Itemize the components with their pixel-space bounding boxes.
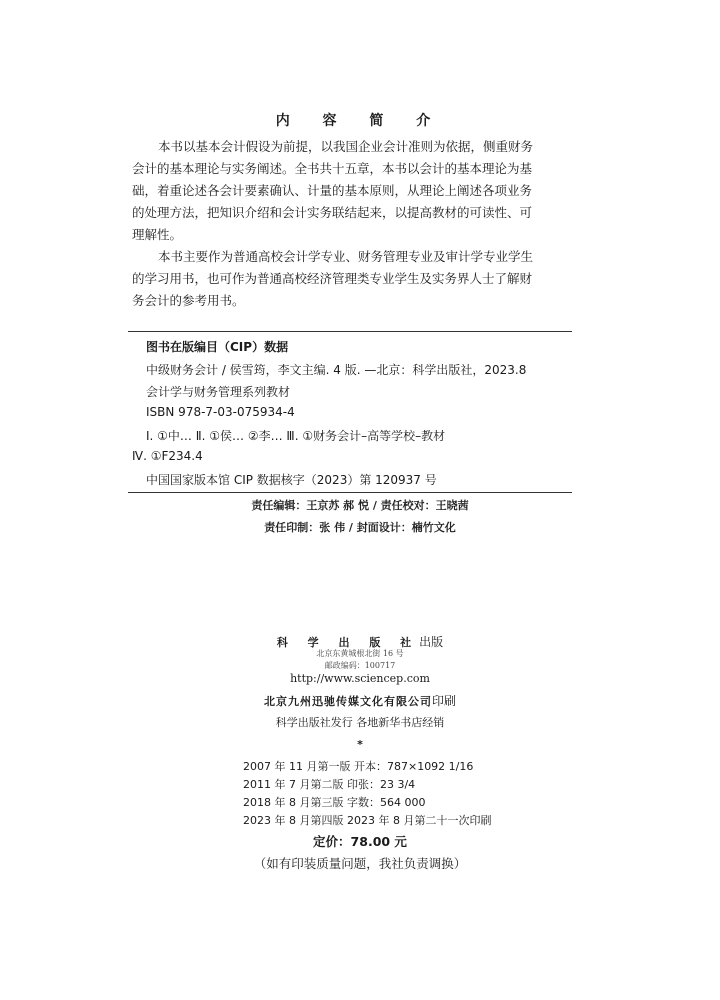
- intro-paragraph-2: [132, 246, 572, 312]
- printer-suffix: 印刷: [431, 694, 456, 708]
- print-info-line: 2007 年 11 月第一版 开本：787×1092 1/16: [243, 760, 474, 773]
- print-info-line: 2023 年 8 月第四版 2023 年 8 月第二十一次印刷: [243, 814, 492, 827]
- publisher-url: http://www.sciencep.com: [290, 672, 430, 685]
- separator-star: *: [357, 738, 363, 751]
- print-info-line: 2011 年 7 月第二版 印张：23 3/4: [243, 778, 416, 791]
- cip-line: 中国国家版本馆 CIP 数据核字（2023）第 120937 号: [146, 473, 437, 487]
- cip-line: Ⅳ. ①F234.4: [132, 449, 203, 463]
- cip-bottom-rule: [128, 492, 572, 493]
- intro-line: 本书主要作为普通高校会计学专业、财务管理专业及审计学专业学生: [158, 249, 534, 264]
- printer-name: 北京九州迅驰传媒文化有限公司: [263, 695, 432, 708]
- publisher-address: 北京东黄城根北街 16 号: [316, 649, 404, 658]
- intro-line: 务会计的参考用书。: [132, 293, 245, 308]
- print-info-line: 2018 年 8 月第三版 字数：564 000: [243, 796, 426, 809]
- intro-line: 理解性。: [132, 227, 183, 242]
- publisher-postcode: 邮政编码：100717: [324, 661, 396, 670]
- intro-line: 本书以基本会计假设为前提，以我国企业会计准则为依据，侧重财务: [158, 139, 534, 154]
- distribution: 科学出版社发行 各地新华书店经销: [275, 716, 445, 729]
- publisher-name: 科 学 出 版 社: [276, 636, 420, 649]
- cip-line: 会计学与财务管理系列教材: [146, 385, 291, 399]
- intro-line: 的学习用书，也可作为普通高校经济管理类专业学生及实务界人士了解财: [132, 271, 533, 286]
- price: 定价：78.00 元: [313, 834, 407, 849]
- cip-line: Ⅰ. ①中… Ⅱ. ①侯… ②李… Ⅲ. ①财务会计–高等学校–教材: [146, 429, 446, 443]
- quality-notice: （如有印装质量问题，我社负责调换）: [253, 856, 467, 871]
- cip-line: 中级财务会计 / 侯雪筠，李文主编. 4 版. —北京：科学出版社，2023.8: [146, 363, 527, 377]
- intro-paragraph-1: [132, 136, 572, 246]
- printer-line: [0, 690, 720, 709]
- intro-line: 的处理方法，把知识介绍和会计实务联结起来，以提高教材的可读性、可: [132, 205, 533, 220]
- cip-heading: 图书在版编目（CIP）数据: [146, 340, 289, 354]
- editors-line: 责任印制：张 伟 / 封面设计：楠竹文化: [264, 521, 456, 534]
- intro-line: 础，着重论述各会计要素确认、计量的基本原则，从理论上阐述各项业务: [132, 183, 533, 198]
- intro-line: 会计的基本理论与实务阐述。全书共十五章，本书以会计的基本理论为基: [132, 161, 533, 176]
- cip-top-rule: [128, 331, 572, 332]
- page-title: 内 容 简 介: [275, 113, 445, 129]
- editors-line: 责任编辑：王京苏 郝 悦 / 责任校对：王晓茜: [251, 499, 469, 512]
- publisher-suffix: 出版: [419, 635, 444, 649]
- cip-line: ISBN 978-7-03-075934-4: [146, 405, 295, 419]
